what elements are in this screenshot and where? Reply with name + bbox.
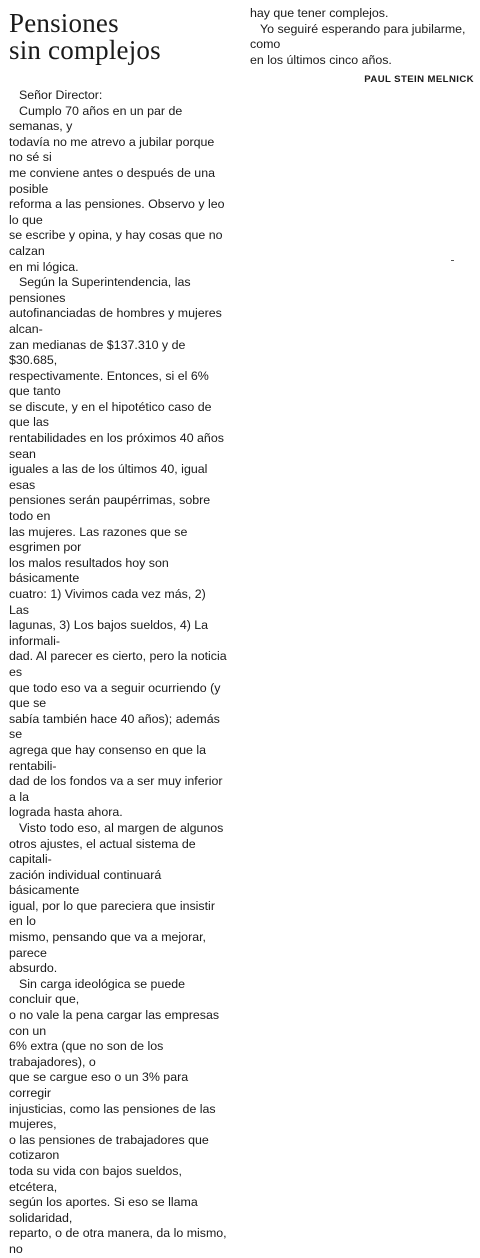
text-line: lograda hasta ahora.: [9, 805, 123, 820]
text-line: hay que tener complejos.: [250, 6, 389, 20]
headline-line-2: sin complejos: [9, 35, 161, 65]
text-line: Yo seguiré esperando para jubilarme, como: [250, 21, 466, 52]
text-line: Según la Superintendencia, las pensiones: [9, 275, 191, 305]
salutation: Señor Director:: [19, 88, 103, 102]
paragraph: [9, 821, 227, 977]
text-line: lagunas, 3) Los bajos sueldos, 4) La informali-: [9, 618, 209, 648]
left-column: [9, 88, 227, 1258]
text-line: 6% extra (que no son de los trabajadores), o: [9, 1039, 164, 1069]
text-line: rentabilidades en los próximos 40 años sean: [9, 431, 224, 461]
text-line: se escribe y opina, y hay cosas que no calzan: [9, 228, 223, 258]
text-line: me conviene antes o después de una posible: [9, 165, 215, 196]
text-line: Visto todo eso, al margen de algunos: [19, 820, 224, 835]
paragraph: [9, 977, 227, 1258]
text-line: o las pensiones de trabajadores que cotizaron: [9, 1132, 209, 1163]
text-line: zan medianas de $137.310 y de $30.685,: [9, 337, 186, 368]
text-line: iguales a las de los últimos 40, igual esas: [9, 462, 208, 492]
headline-line-1: Pensiones: [9, 8, 119, 38]
paragraph: [9, 275, 227, 821]
text-line: cuatro: 1) Vivimos cada vez más, 2) Las: [9, 587, 206, 617]
text-line: agrega que hay consenso en que la rentabili-: [9, 742, 207, 773]
text-line: otros ajustes, el actual sistema de capitali-: [9, 836, 196, 867]
text-line: dad de los fondos va a ser muy inferior a la: [9, 774, 223, 804]
text-line: que todo eso va a seguir ocurriendo (y que se: [9, 680, 221, 711]
text-line: absurdo.: [9, 961, 58, 976]
text-line: en los últimos cinco años.: [250, 52, 392, 67]
text-line: todavía no me atrevo a jubilar porque no sé si: [9, 134, 215, 165]
text-line: Sin carga ideológica se puede concluir que,: [9, 976, 186, 1007]
text-line: sabía también hace 40 años); además se: [9, 711, 220, 742]
text-line: zación individual continuará básicamente: [9, 867, 162, 898]
author-signature: PAUL STEIN MELNICK: [364, 74, 474, 86]
right-column: [250, 6, 474, 88]
text-line: dad. Al parecer es cierto, pero la noticia es: [9, 649, 227, 679]
text-line: en mi lógica.: [9, 259, 79, 274]
text-line: injusticias, como las pensiones de las mujeres,: [9, 1101, 216, 1132]
letter-headline: [9, 10, 239, 64]
text-line: las mujeres. Las razones que se esgrimen por: [9, 524, 188, 555]
text-line: o no vale la pena cargar las empresas con un: [9, 1008, 220, 1038]
text-line: toda su vida con bajos sueldos, etcétera,: [9, 1163, 182, 1194]
text-line: igual, por lo que pareciera que insistir en lo: [9, 898, 215, 929]
paragraph: [250, 6, 474, 22]
text-line: los malos resultados hoy son básicamente: [9, 555, 169, 586]
text-line: que se cargue eso o un 3% para corregir: [9, 1070, 189, 1100]
paragraph: [250, 22, 474, 69]
text-line: Cumplo 70 años en un par de semanas, y: [9, 103, 183, 134]
text-line: mismo, pensando que va a mejorar, parece: [9, 930, 206, 960]
text-line: se discute, y en el hipotético caso de que las: [9, 399, 212, 430]
text-line: reparto, o de otra manera, da lo mismo, no: [9, 1226, 227, 1256]
text-line: según los aportes. Si eso se llama solidaridad,: [9, 1195, 198, 1225]
text-line: autofinanciadas de hombres y mujeres alcan-: [9, 306, 222, 336]
margin-mark: [451, 260, 454, 261]
text-line: reforma a las pensiones. Observo y leo lo que: [9, 197, 225, 227]
paragraph: [9, 104, 227, 276]
text-line: respectivamente. Entonces, si el 6% que tanto: [9, 368, 209, 399]
text-line: pensiones serán paupérrimas, sobre todo en: [9, 493, 211, 524]
